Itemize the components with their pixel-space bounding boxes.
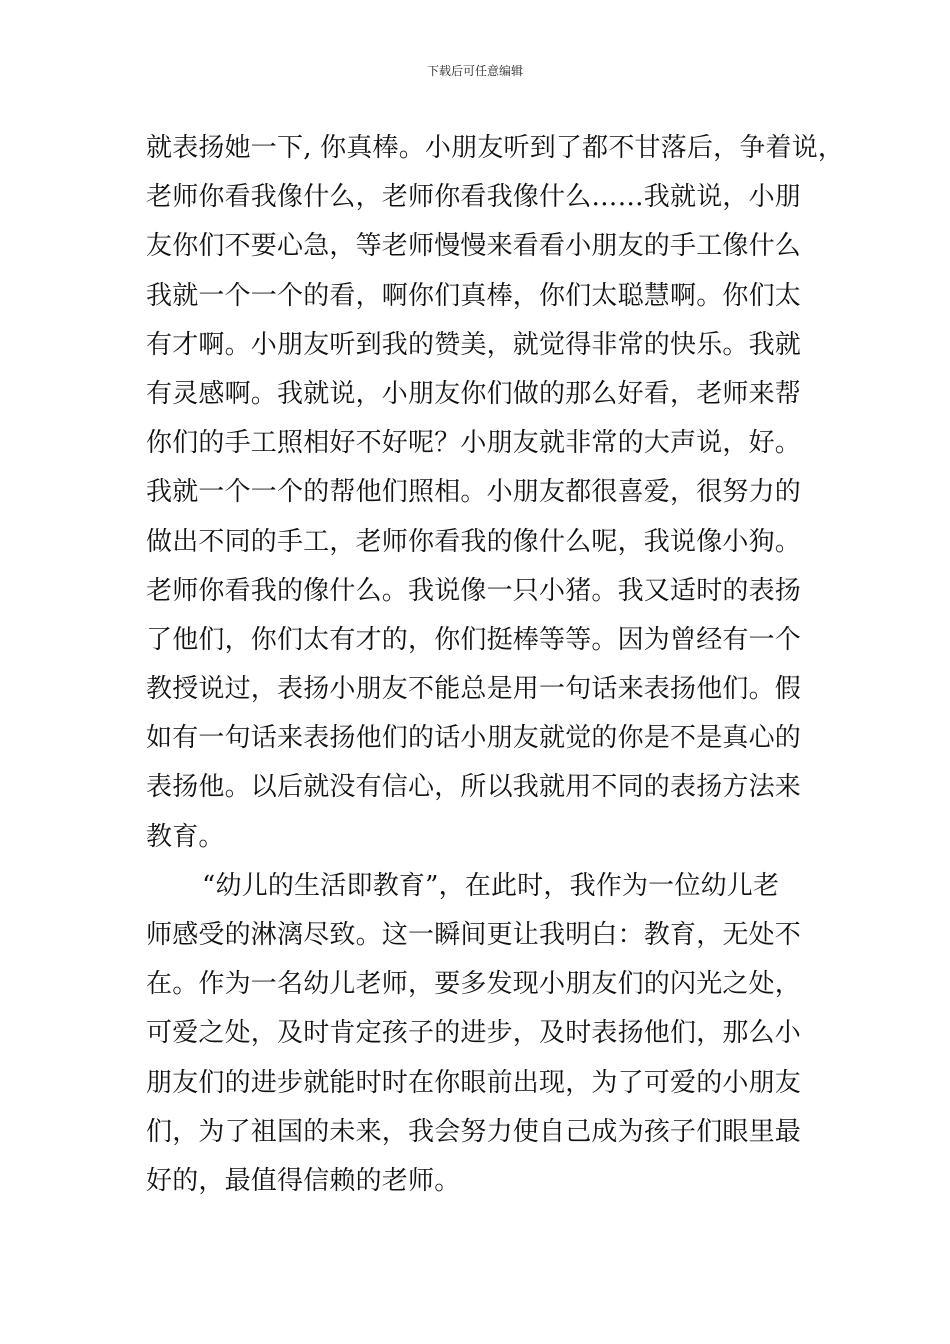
paragraph-1-line: 教授说过，表扬小朋友不能总是用一句话来表扬他们。假 [146, 674, 802, 705]
paragraph-2-line: 朋友们的进步就能时时在你眼前出现，为了可爱的小朋友 [146, 1067, 802, 1098]
paragraph-1-line: 有灵感啊。我就说，小朋友你们做的那么好看，老师来帮 [146, 378, 802, 409]
document-body [146, 124, 845, 1206]
paragraph-1-line: 老师你看我像什么，老师你看我像什么……我就说，小朋 [146, 182, 802, 213]
paragraph-2-line: 可爱之处，及时肯定孩子的进步，及时表扬他们，那么小 [146, 1018, 802, 1049]
paragraph-1-line: 如有一句话来表扬他们的话小朋友就觉的你是不是真心的 [146, 723, 802, 754]
paragraph-1-line: 有才啊。小朋友听到我的赞美，就觉得非常的快乐。我就 [146, 329, 802, 360]
paragraph-2-line: 在。作为一名幼儿老师，要多发现小朋友们的闪光之处， [146, 969, 802, 1000]
paragraph-1-line: 教育。 [146, 821, 225, 852]
paragraph-2-line: “幼儿的生活即教育”，在此时，我作为一位幼儿老 [202, 870, 780, 901]
paragraph-1-line: 友你们不要心急，等老师慢慢来看看小朋友的手工像什么 [146, 231, 802, 262]
paragraph-1-line: 我就一个一个的帮他们照相。小朋友都很喜爱，很努力的 [146, 477, 802, 508]
paragraph-1-line: 了他们，你们太有才的，你们挺棒等等。因为曾经有一个 [146, 624, 802, 655]
paragraph-1-line: 我就一个一个的看，啊你们真棒，你们太聪慧啊。你们太 [146, 280, 802, 311]
paragraph-2-line: 好的，最值得信赖的老师。 [146, 1165, 461, 1196]
paragraph-1-line: 表扬他。以后就没有信心，所以我就用不同的表扬方法来 [146, 772, 802, 803]
paragraph-2-line: 师感受的淋漓尽致。这一瞬间更让我明白：教育，无处不 [146, 920, 802, 950]
paragraph-2-line: 们，为了祖国的未来，我会努力使自己成为孩子们眼里最 [146, 1116, 802, 1147]
paragraph-1-line: 就表扬她一下, 你真棒。小朋友听到了都不甘落后，争着说， [146, 133, 845, 163]
page-header-note: 下载后可任意编辑 [426, 64, 523, 78]
paragraph-1-line: 老师你看我的像什么。我说像一只小猪。我又适时的表扬 [146, 575, 802, 606]
paragraph-1-line: 你们的手工照相好不好呢？小朋友就非常的大声说，好。 [146, 428, 802, 459]
paragraph-1-line: 做出不同的手工，老师你看我的像什么呢，我说像小狗。 [146, 526, 802, 557]
